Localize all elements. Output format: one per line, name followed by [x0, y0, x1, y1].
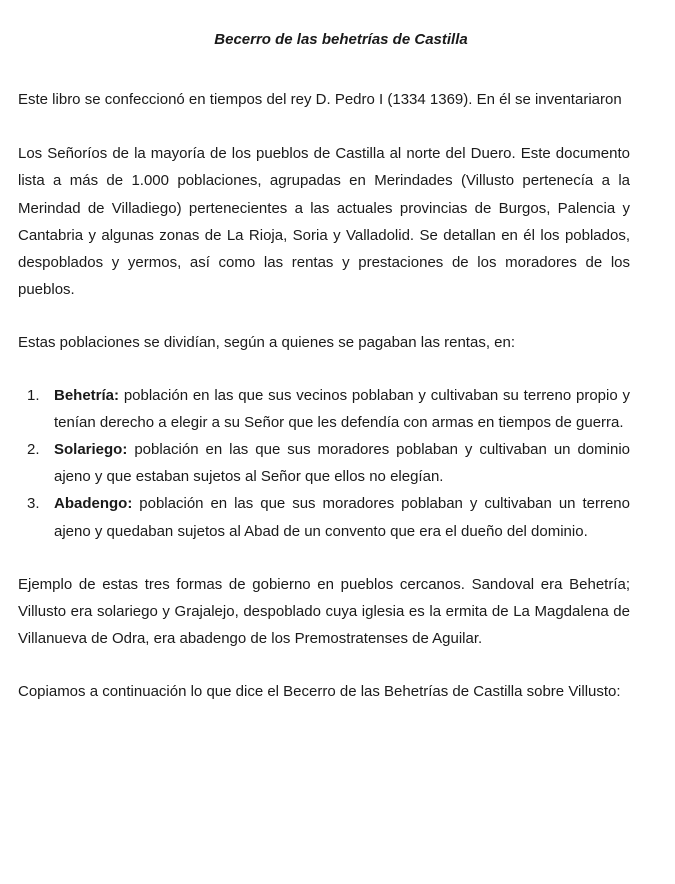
list-text: población en las que sus moradores poblaban y cultivaban un terreno ajeno y quedaban sujetos al Abad de un convento que era el dueño del dominio. — [54, 495, 630, 540]
paragraph-ejemplo: Ejemplo de estas tres formas de gobierno en pueblos cercanos. Sandoval era Behetría; Villusto era solariego y Grajalejo, despoblado cuya iglesia es la ermita de La Magdalena de Villanueva de Odra, era abadengo de los Premostratenses de Aguilar. — [18, 575, 630, 648]
list-item-abadengo — [18, 490, 630, 544]
list-number: 2. — [27, 441, 40, 459]
list-term: Behetría: — [54, 386, 120, 404]
list-number: 1. — [27, 386, 40, 404]
population-types-list — [18, 382, 630, 545]
list-text: población en las que sus vecinos poblaban y cultivaban su terreno propio y tenían derecho a elegir a su Señor que les defendía con armas en tiempos de guerra. — [54, 386, 630, 431]
list-item-solariego — [18, 436, 630, 490]
list-text: población en las que sus moradores poblaban y cultivaban un dominio ajeno y que estaban sujetos al Señor que ellos no elegían. — [54, 441, 630, 486]
paragraph-divisiones: Estas poblaciones se dividían, según a quienes se pagaban las rentas, en: — [18, 334, 516, 352]
list-term: Abadengo: — [54, 495, 133, 513]
paragraph-intro: Este libro se confeccionó en tiempos del rey D. Pedro I (1334 1369). En él se inventariaron — [18, 91, 622, 108]
document-page — [18, 30, 630, 706]
paragraph-senorios: Los Señoríos de la mayoría de los pueblos de Castilla al norte del Duero. Este documento lista a más de 1.000 poblaciones, agrupadas en Merindades (Villusto pertenecía a la Merindad de Villadiego) pertenecientes a las actuales provincias de Burgos, Palencia y Cantabria y algunas zonas de La Rioja, Soria y Valladolid. Se detallan en él los poblados, despoblados y yermos, así como las rentas y prestaciones de los moradores de los pueblos. — [18, 145, 630, 299]
document-title: Becerro de las behetrías de Castilla — [214, 31, 468, 48]
list-item-behetria — [18, 382, 630, 436]
list-number: 3. — [27, 495, 40, 513]
list-term: Solariego: — [54, 441, 128, 459]
paragraph-copiamos: Copiamos a continuación lo que dice el Becerro de las Behetrías de Castilla sobre Villusto: — [18, 683, 621, 701]
